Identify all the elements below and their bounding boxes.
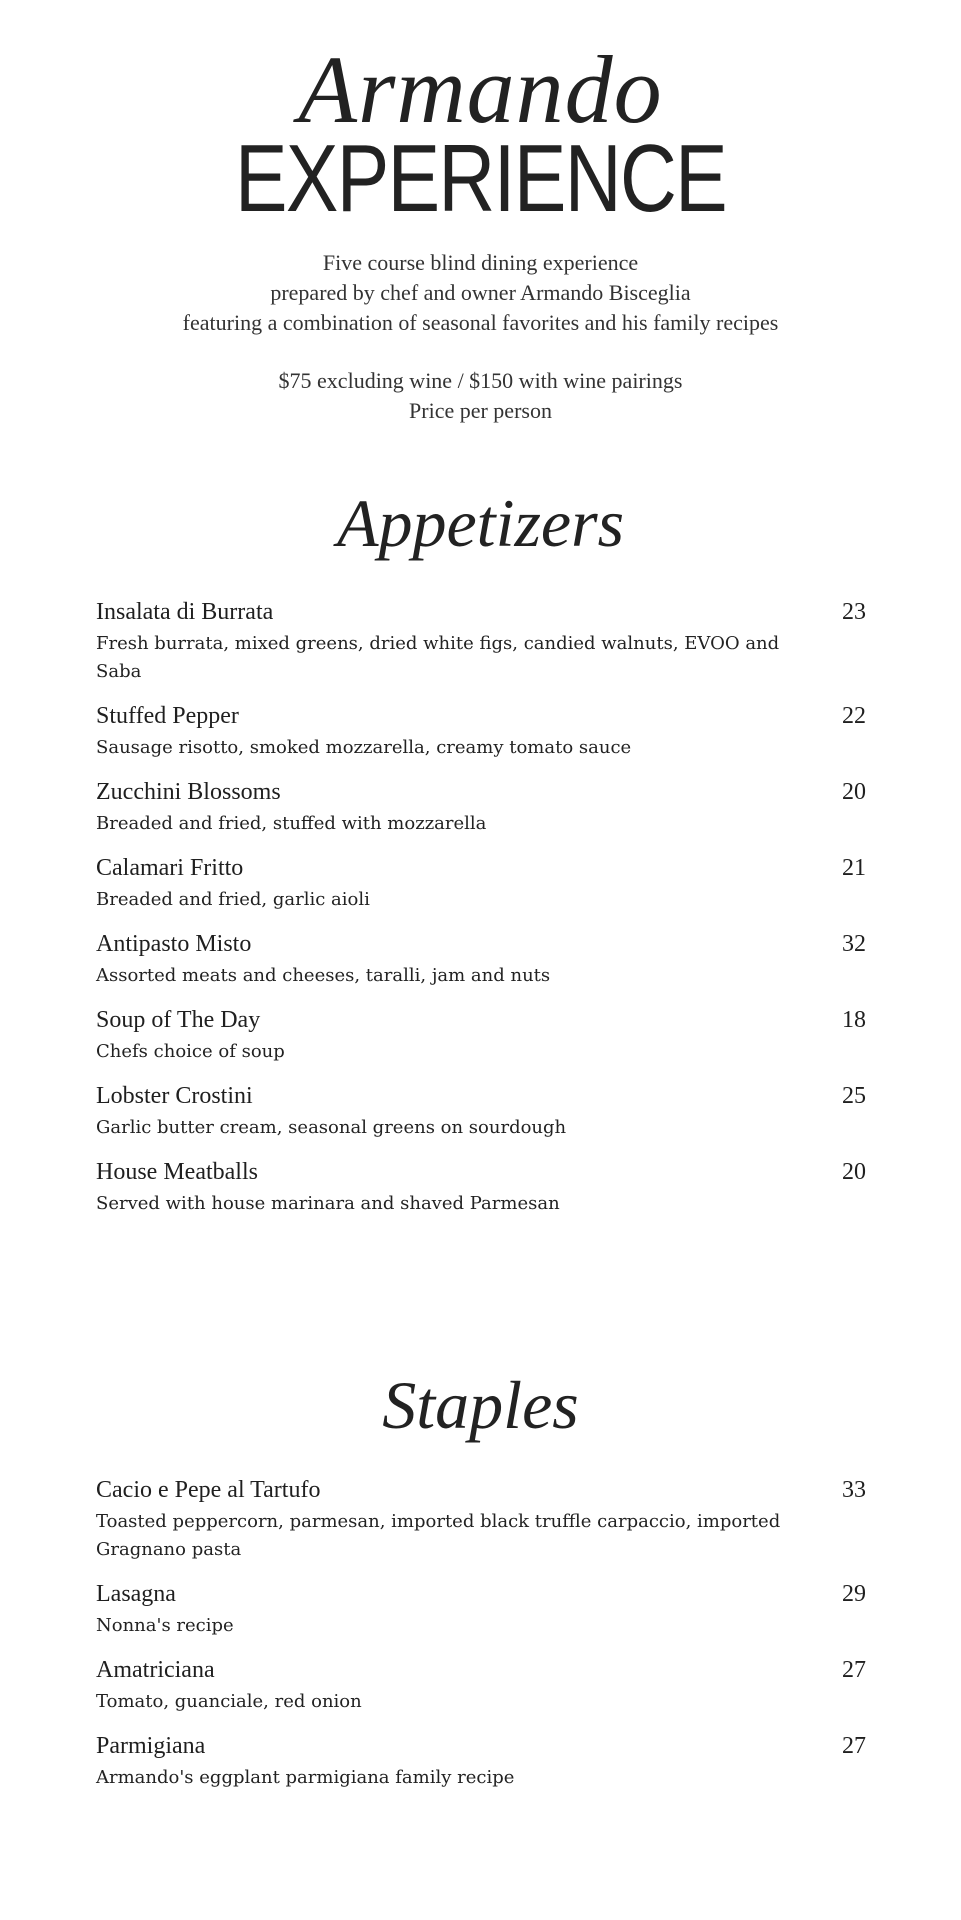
item-description: Breaded and fried, stuffed with mozzarella (96, 813, 487, 834)
menu-item (96, 1156, 866, 1218)
item-price: 33 (842, 1477, 866, 1503)
item-description: Fresh burrata, mixed greens, dried white figs, candied walnuts, EVOO and Saba (96, 633, 780, 682)
item-description: Toasted peppercorn, parmesan, imported black truffle carpaccio, imported Gragnano pasta (96, 1511, 781, 1560)
appetizers-list (96, 596, 866, 1232)
item-name: Stuffed Pepper (96, 703, 239, 729)
menu-item (96, 1080, 866, 1142)
item-description: Served with house marinara and shaved Parmesan (96, 1193, 560, 1214)
item-name: Lasagna (96, 1581, 176, 1607)
item-name: Antipasto Misto (96, 931, 252, 957)
menu-item (96, 1578, 866, 1640)
item-price: 20 (842, 1159, 866, 1185)
menu-item (96, 1730, 866, 1792)
item-name: Lobster Crostini (96, 1083, 253, 1109)
menu-header (0, 36, 961, 232)
item-name: House Meatballs (96, 1159, 258, 1185)
pricing-line-1: $75 excluding wine / $150 with wine pairings (278, 368, 683, 393)
menu-item (96, 1654, 866, 1716)
menu-item (96, 1004, 866, 1066)
experience-description (0, 248, 961, 338)
experience-title: EXPERIENCE (234, 125, 727, 232)
menu-item (96, 596, 866, 686)
item-name: Calamari Fritto (96, 855, 244, 881)
item-name: Parmigiana (96, 1733, 206, 1759)
intro-line-2: prepared by chef and owner Armando Bisceglia (270, 280, 691, 305)
appetizers-heading: Appetizers (336, 485, 625, 561)
item-name: Cacio e Pepe al Tartufo (96, 1477, 321, 1503)
intro-line-3: featuring a combination of seasonal favorites and his family recipes (182, 310, 779, 335)
item-name: Insalata di Burrata (96, 599, 274, 625)
item-price: 25 (842, 1083, 866, 1109)
experience-pricing (0, 366, 961, 426)
item-description: Armando's eggplant parmigiana family recipe (96, 1767, 515, 1788)
item-description: Sausage risotto, smoked mozzarella, creamy tomato sauce (96, 737, 632, 758)
staples-heading: Staples (382, 1367, 579, 1443)
item-description: Tomato, guanciale, red onion (96, 1691, 362, 1712)
item-name: Amatriciana (96, 1657, 215, 1683)
item-description: Chefs choice of soup (96, 1041, 285, 1062)
menu-item (96, 928, 866, 990)
pricing-line-2: Price per person (409, 398, 552, 423)
item-price: 21 (842, 855, 866, 881)
item-description: Nonna's recipe (96, 1615, 234, 1636)
menu-item (96, 700, 866, 762)
menu-item (96, 776, 866, 838)
item-price: 22 (842, 703, 866, 729)
item-name: Zucchini Blossoms (96, 779, 281, 805)
item-price: 27 (842, 1733, 866, 1759)
item-description: Assorted meats and cheeses, taralli, jam and nuts (96, 965, 551, 986)
menu-item (96, 852, 866, 914)
item-price: 29 (842, 1581, 866, 1607)
restaurant-script-title: Armando (298, 36, 663, 143)
item-description: Garlic butter cream, seasonal greens on sourdough (96, 1117, 567, 1138)
item-price: 23 (842, 599, 866, 625)
staples-list (96, 1474, 866, 1806)
menu-item (96, 1474, 866, 1564)
item-price: 27 (842, 1657, 866, 1683)
intro-line-1: Five course blind dining experience (322, 250, 639, 275)
item-description: Breaded and fried, garlic aioli (96, 889, 370, 910)
item-price: 18 (842, 1007, 866, 1033)
item-price: 20 (842, 779, 866, 805)
item-name: Soup of The Day (96, 1007, 261, 1033)
item-price: 32 (842, 931, 866, 957)
